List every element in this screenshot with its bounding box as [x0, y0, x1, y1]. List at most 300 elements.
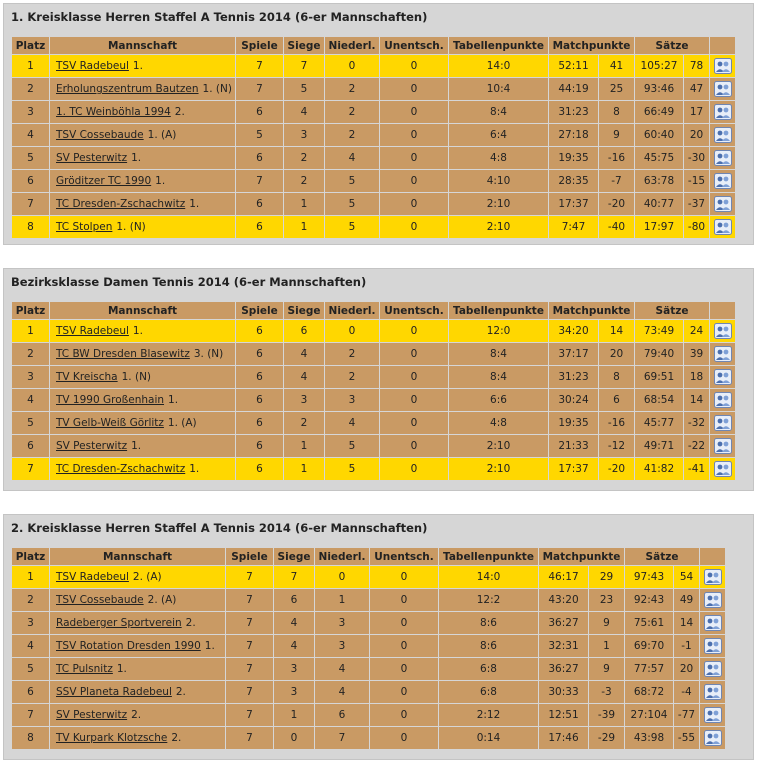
cell-platz: 3: [12, 612, 49, 634]
cell-icon: [700, 566, 725, 588]
cell-siege: 1: [284, 435, 324, 457]
team-suffix: 1.: [116, 663, 127, 675]
team-details-icon[interactable]: [704, 684, 722, 700]
cell-siege: 4: [284, 366, 324, 388]
team-suffix: 1. (N): [116, 221, 146, 233]
cell-unentsch: 0: [380, 412, 448, 434]
cell-saetze-diff: 54: [674, 566, 699, 588]
col-matchpunkte: Matchpunkte: [549, 302, 634, 319]
cell-tabellenpunkte: 8:4: [449, 366, 548, 388]
header-row: [12, 37, 735, 54]
table-row: [12, 412, 735, 434]
cell-saetze: 17:97: [635, 216, 683, 238]
cell-niederl: 6: [315, 704, 369, 726]
cell-siege: 3: [284, 389, 324, 411]
cell-spiele: 7: [226, 658, 273, 680]
cell-niederl: 4: [325, 412, 379, 434]
cell-saetze-diff: 17: [684, 101, 709, 123]
cell-siege: 4: [274, 635, 314, 657]
table-row: [12, 704, 725, 726]
cell-matchpunkte: 46:17: [539, 566, 588, 588]
team-details-icon[interactable]: [704, 730, 722, 746]
cell-unentsch: 0: [380, 458, 448, 480]
cell-tabellenpunkte: 2:10: [449, 193, 548, 215]
cell-matchpunkte-diff: 25: [599, 78, 634, 100]
cell-spiele: 7: [236, 170, 283, 192]
cell-unentsch: 0: [380, 343, 448, 365]
cell-saetze-diff: 47: [684, 78, 709, 100]
team-link[interactable]: TSV Radebeul: [56, 60, 129, 72]
cell-matchpunkte: 17:37: [549, 458, 598, 480]
table-row: [12, 458, 735, 480]
cell-mannschaft: [50, 681, 225, 703]
cell-saetze-diff: -32: [684, 412, 709, 434]
cell-tabellenpunkte: 10:4: [449, 78, 548, 100]
col-unentsch: Unentsch.: [380, 37, 448, 54]
team-suffix: 2. (A): [147, 594, 177, 606]
cell-matchpunkte: 12:51: [539, 704, 588, 726]
cell-unentsch: 0: [380, 170, 448, 192]
cell-tabellenpunkte: 2:10: [449, 216, 548, 238]
cell-saetze: 93:46: [635, 78, 683, 100]
cell-platz: 7: [12, 193, 49, 215]
cell-platz: 2: [12, 78, 49, 100]
table-row: [12, 124, 735, 146]
team-suffix: 1.: [204, 640, 215, 652]
team-link[interactable]: SV Pesterwitz: [56, 709, 128, 721]
cell-unentsch: 0: [380, 124, 448, 146]
cell-matchpunkte: 36:27: [539, 658, 588, 680]
cell-niederl: 3: [315, 635, 369, 657]
cell-siege: 6: [284, 320, 324, 342]
cell-niederl: 1: [315, 589, 369, 611]
team-suffix: 1. (N): [202, 83, 232, 95]
cell-saetze: 97:43: [625, 566, 673, 588]
cell-unentsch: 0: [370, 727, 438, 749]
team-suffix: 2. (A): [132, 571, 162, 583]
cell-matchpunkte: 28:35: [549, 170, 598, 192]
cell-spiele: 5: [236, 124, 283, 146]
cell-unentsch: 0: [380, 101, 448, 123]
team-link[interactable]: 1. TC Weinböhla 1994: [56, 106, 171, 118]
cell-matchpunkte: 17:37: [549, 193, 598, 215]
cell-siege: 3: [274, 658, 314, 680]
team-link[interactable]: TSV Radebeul: [56, 571, 129, 583]
table-row: [12, 78, 735, 100]
cell-niederl: 3: [315, 612, 369, 634]
cell-mannschaft: [50, 704, 225, 726]
cell-matchpunkte-diff: 23: [589, 589, 624, 611]
cell-saetze-diff: -77: [674, 704, 699, 726]
cell-siege: 5: [284, 78, 324, 100]
cell-matchpunkte: 30:24: [549, 389, 598, 411]
cell-matchpunkte: 43:20: [539, 589, 588, 611]
cell-saetze-diff: 39: [684, 343, 709, 365]
cell-saetze-diff: -4: [674, 681, 699, 703]
cell-saetze-diff: 20: [674, 658, 699, 680]
cell-unentsch: 0: [380, 193, 448, 215]
cell-matchpunkte-diff: 41: [599, 55, 634, 77]
cell-spiele: 7: [226, 635, 273, 657]
cell-unentsch: 0: [380, 366, 448, 388]
cell-saetze-diff: -80: [684, 216, 709, 238]
cell-unentsch: 0: [380, 147, 448, 169]
cell-platz: 3: [12, 101, 49, 123]
cell-saetze-diff: -15: [684, 170, 709, 192]
cell-saetze: 77:57: [625, 658, 673, 680]
team-details-icon[interactable]: [714, 438, 732, 454]
cell-niederl: 5: [325, 216, 379, 238]
cell-spiele: 7: [226, 612, 273, 634]
cell-spiele: 6: [236, 389, 283, 411]
cell-icon: [710, 320, 735, 342]
team-details-icon[interactable]: [714, 369, 732, 385]
table-row: [12, 55, 735, 77]
cell-tabellenpunkte: 12:0: [449, 320, 548, 342]
cell-unentsch: 0: [380, 389, 448, 411]
cell-saetze-diff: 78: [684, 55, 709, 77]
cell-matchpunkte: 32:31: [539, 635, 588, 657]
team-link[interactable]: TSV Cossebaude: [56, 129, 144, 141]
table-row: [12, 681, 725, 703]
cell-niederl: 4: [315, 658, 369, 680]
cell-spiele: 7: [226, 681, 273, 703]
cell-siege: 1: [284, 216, 324, 238]
cell-matchpunkte: 19:35: [549, 412, 598, 434]
team-details-icon[interactable]: [714, 219, 732, 235]
col-mannschaft: Mannschaft: [50, 37, 235, 54]
cell-siege: 7: [284, 55, 324, 77]
team-suffix: 1. (N): [121, 371, 152, 383]
cell-siege: 1: [284, 193, 324, 215]
cell-matchpunkte: 31:23: [549, 366, 598, 388]
cell-matchpunkte-diff: 8: [599, 101, 634, 123]
cell-spiele: 6: [236, 366, 283, 388]
cell-matchpunkte-diff: -16: [599, 147, 634, 169]
team-details-icon[interactable]: [704, 661, 722, 677]
cell-saetze-diff: -37: [684, 193, 709, 215]
cell-niederl: 5: [325, 193, 379, 215]
cell-icon: [700, 704, 725, 726]
team-link[interactable]: TC BW Dresden Blasewitz: [56, 348, 190, 360]
team-details-icon[interactable]: [714, 196, 732, 212]
cell-spiele: 6: [236, 320, 283, 342]
cell-niederl: 4: [325, 147, 379, 169]
cell-unentsch: 0: [370, 612, 438, 634]
cell-platz: 8: [12, 727, 49, 749]
cell-icon: [710, 55, 735, 77]
team-details-icon[interactable]: [714, 127, 732, 143]
cell-icon: [710, 216, 735, 238]
cell-mannschaft: [50, 412, 235, 434]
cell-saetze: 75:61: [625, 612, 673, 634]
cell-unentsch: 0: [380, 435, 448, 457]
cell-matchpunkte-diff: 9: [589, 612, 624, 634]
cell-saetze-diff: -41: [684, 458, 709, 480]
table-row: [12, 343, 735, 365]
cell-saetze: 43:98: [625, 727, 673, 749]
cell-siege: 4: [284, 343, 324, 365]
cell-icon: [710, 412, 735, 434]
cell-unentsch: 0: [380, 55, 448, 77]
team-link[interactable]: TV Kurpark Klotzsche: [56, 732, 168, 744]
cell-saetze-diff: 49: [674, 589, 699, 611]
team-details-icon[interactable]: [704, 569, 722, 585]
cell-icon: [710, 366, 735, 388]
cell-platz: 5: [12, 658, 49, 680]
cell-saetze-diff: 14: [674, 612, 699, 634]
standings-panel-3: [3, 514, 754, 760]
team-details-icon[interactable]: [714, 323, 732, 339]
cell-mannschaft: [50, 658, 225, 680]
cell-platz: 2: [12, 589, 49, 611]
col-siege: Siege: [284, 302, 324, 319]
cell-tabellenpunkte: 8:4: [449, 343, 548, 365]
cell-matchpunkte: 21:33: [549, 435, 598, 457]
cell-unentsch: 0: [370, 635, 438, 657]
cell-mannschaft: [50, 612, 225, 634]
team-suffix: 2.: [174, 106, 185, 118]
cell-niederl: 5: [325, 170, 379, 192]
team-link[interactable]: TSV Cossebaude: [56, 594, 144, 606]
team-link[interactable]: TV Gelb-Weiß Görlitz: [56, 417, 164, 429]
team-link[interactable]: Erholungszentrum Bautzen: [56, 83, 199, 95]
cell-siege: 1: [274, 704, 314, 726]
team-link[interactable]: SV Pesterwitz: [56, 152, 128, 164]
cell-spiele: 6: [236, 412, 283, 434]
cell-saetze-diff: -1: [674, 635, 699, 657]
cell-icon: [700, 635, 725, 657]
cell-tabellenpunkte: 0:14: [439, 727, 538, 749]
cell-spiele: 6: [236, 435, 283, 457]
cell-spiele: 6: [236, 216, 283, 238]
cell-platz: 6: [12, 170, 49, 192]
cell-platz: 8: [12, 216, 49, 238]
cell-siege: 4: [274, 612, 314, 634]
cell-saetze: 27:104: [625, 704, 673, 726]
cell-tabellenpunkte: 4:8: [449, 147, 548, 169]
cell-spiele: 7: [226, 727, 273, 749]
team-suffix: 1.: [189, 198, 200, 210]
team-suffix: 1. (A): [167, 417, 197, 429]
table-row: [12, 170, 735, 192]
table-row: [12, 566, 725, 588]
cell-saetze: 41:82: [635, 458, 683, 480]
panel-title: 2. Kreisklasse Herren Staffel A Tennis 2014 (6-er Mannschaften): [11, 521, 428, 535]
cell-platz: 4: [12, 635, 49, 657]
team-suffix: 1.: [189, 463, 200, 475]
table-row: [12, 216, 735, 238]
team-suffix: 1.: [132, 325, 143, 337]
table-row: [12, 320, 735, 342]
col-matchpunkte: Matchpunkte: [549, 37, 634, 54]
team-link[interactable]: TC Dresden-Zschachwitz: [56, 463, 186, 475]
cell-tabellenpunkte: 2:10: [449, 458, 548, 480]
cell-tabellenpunkte: 2:12: [439, 704, 538, 726]
col-unentsch: Unentsch.: [380, 302, 448, 319]
cell-matchpunkte: 19:35: [549, 147, 598, 169]
cell-matchpunkte-diff: 20: [599, 343, 634, 365]
cell-tabellenpunkte: 14:0: [439, 566, 538, 588]
cell-icon: [710, 389, 735, 411]
cell-icon: [700, 727, 725, 749]
cell-saetze: 68:54: [635, 389, 683, 411]
team-link[interactable]: SV Pesterwitz: [56, 440, 128, 452]
col-spiele: Spiele: [236, 37, 283, 54]
cell-mannschaft: [50, 343, 235, 365]
cell-matchpunkte: 34:20: [549, 320, 598, 342]
team-details-icon[interactable]: [704, 638, 722, 654]
team-details-icon[interactable]: [714, 415, 732, 431]
cell-mannschaft: [50, 78, 235, 100]
team-details-icon[interactable]: [714, 173, 732, 189]
cell-saetze: 68:72: [625, 681, 673, 703]
cell-mannschaft: [50, 635, 225, 657]
team-link[interactable]: TC Pulsnitz: [56, 663, 113, 675]
cell-matchpunkte-diff: -39: [589, 704, 624, 726]
standings-panel-2: [3, 268, 754, 491]
team-details-icon[interactable]: [714, 58, 732, 74]
cell-icon: [710, 193, 735, 215]
team-details-icon[interactable]: [714, 346, 732, 362]
team-suffix: 1.: [131, 440, 142, 452]
cell-mannschaft: [50, 193, 235, 215]
team-details-icon[interactable]: [714, 150, 732, 166]
cell-niederl: 2: [325, 343, 379, 365]
table-row: [12, 435, 735, 457]
team-suffix: 2.: [185, 617, 196, 629]
standings-table: [11, 36, 736, 239]
cell-saetze: 105:27: [635, 55, 683, 77]
col-mannschaft: Mannschaft: [50, 302, 235, 319]
cell-siege: 3: [274, 681, 314, 703]
cell-tabellenpunkte: 6:8: [439, 658, 538, 680]
cell-matchpunkte-diff: -20: [599, 193, 634, 215]
cell-unentsch: 0: [380, 320, 448, 342]
cell-matchpunkte: 36:27: [539, 612, 588, 634]
cell-siege: 0: [274, 727, 314, 749]
team-details-icon[interactable]: [704, 592, 722, 608]
standings-table: [11, 301, 736, 481]
cell-tabellenpunkte: 8:6: [439, 612, 538, 634]
header-row: [12, 302, 735, 319]
team-suffix: 1.: [155, 175, 166, 187]
cell-icon: [710, 101, 735, 123]
panel-title: Bezirksklasse Damen Tennis 2014 (6-er Mannschaften): [11, 275, 367, 289]
cell-matchpunkte-diff: -7: [599, 170, 634, 192]
cell-unentsch: 0: [370, 681, 438, 703]
team-link[interactable]: Radeberger Sportverein: [56, 617, 182, 629]
cell-niederl: 2: [325, 366, 379, 388]
cell-icon: [710, 458, 735, 480]
team-details-icon[interactable]: [704, 615, 722, 631]
col-icon: [710, 302, 735, 319]
team-link[interactable]: TV 1990 Großenhain: [56, 394, 165, 406]
cell-matchpunkte: 27:18: [549, 124, 598, 146]
cell-niederl: 2: [325, 124, 379, 146]
cell-platz: 7: [12, 458, 49, 480]
team-suffix: 1. (A): [147, 129, 177, 141]
cell-niederl: 3: [325, 389, 379, 411]
team-details-icon[interactable]: [714, 104, 732, 120]
cell-saetze: 69:51: [635, 366, 683, 388]
cell-saetze-diff: 24: [684, 320, 709, 342]
team-link[interactable]: TSV Rotation Dresden 1990: [56, 640, 201, 652]
cell-spiele: 6: [236, 343, 283, 365]
cell-icon: [710, 147, 735, 169]
team-details-icon[interactable]: [714, 81, 732, 97]
table-row: [12, 101, 735, 123]
cell-saetze: 69:70: [625, 635, 673, 657]
table-row: [12, 147, 735, 169]
team-suffix: 2.: [131, 709, 142, 721]
table-row: [12, 389, 735, 411]
cell-platz: 1: [12, 566, 49, 588]
team-suffix: 1.: [168, 394, 179, 406]
cell-platz: 6: [12, 681, 49, 703]
cell-niederl: 5: [325, 458, 379, 480]
cell-icon: [700, 658, 725, 680]
team-link[interactable]: TSV Radebeul: [56, 325, 129, 337]
cell-saetze: 73:49: [635, 320, 683, 342]
team-link[interactable]: TV Kreischa: [56, 371, 118, 383]
cell-unentsch: 0: [380, 78, 448, 100]
cell-matchpunkte-diff: 8: [599, 366, 634, 388]
cell-saetze: 63:78: [635, 170, 683, 192]
col-niederl: Niederl.: [325, 302, 379, 319]
cell-niederl: 0: [315, 566, 369, 588]
team-link[interactable]: SSV Planeta Radebeul: [56, 686, 172, 698]
cell-tabellenpunkte: 2:10: [449, 435, 548, 457]
cell-icon: [700, 589, 725, 611]
cell-siege: 7: [274, 566, 314, 588]
table-row: [12, 193, 735, 215]
cell-matchpunkte-diff: -3: [589, 681, 624, 703]
cell-saetze-diff: 20: [684, 124, 709, 146]
team-details-icon[interactable]: [704, 707, 722, 723]
panel-title: 1. Kreisklasse Herren Staffel A Tennis 2014 (6-er Mannschaften): [11, 10, 428, 24]
cell-niederl: 4: [315, 681, 369, 703]
table-row: [12, 589, 725, 611]
cell-siege: 3: [284, 124, 324, 146]
cell-matchpunkte-diff: 9: [589, 658, 624, 680]
col-icon: [700, 548, 725, 565]
cell-saetze: 92:43: [625, 589, 673, 611]
team-link[interactable]: Gröditzer TC 1990: [56, 175, 152, 187]
cell-niederl: 0: [325, 320, 379, 342]
cell-platz: 6: [12, 435, 49, 457]
cell-tabellenpunkte: 6:4: [449, 124, 548, 146]
col-spiele: Spiele: [226, 548, 273, 565]
cell-tabellenpunkte: 4:10: [449, 170, 548, 192]
cell-matchpunkte-diff: 14: [599, 320, 634, 342]
standings-table: [11, 547, 726, 750]
cell-matchpunkte: 31:23: [549, 101, 598, 123]
team-link[interactable]: TC Dresden-Zschachwitz: [56, 198, 186, 210]
col-siege: Siege: [274, 548, 314, 565]
cell-matchpunkte-diff: -20: [599, 458, 634, 480]
cell-mannschaft: [50, 458, 235, 480]
cell-matchpunkte: 52:11: [549, 55, 598, 77]
cell-siege: 2: [284, 170, 324, 192]
team-link[interactable]: TC Stolpen: [56, 221, 113, 233]
cell-niederl: 2: [325, 101, 379, 123]
table-row: [12, 727, 725, 749]
team-details-icon[interactable]: [714, 461, 732, 477]
team-details-icon[interactable]: [714, 392, 732, 408]
cell-icon: [700, 612, 725, 634]
cell-matchpunkte-diff: 9: [599, 124, 634, 146]
